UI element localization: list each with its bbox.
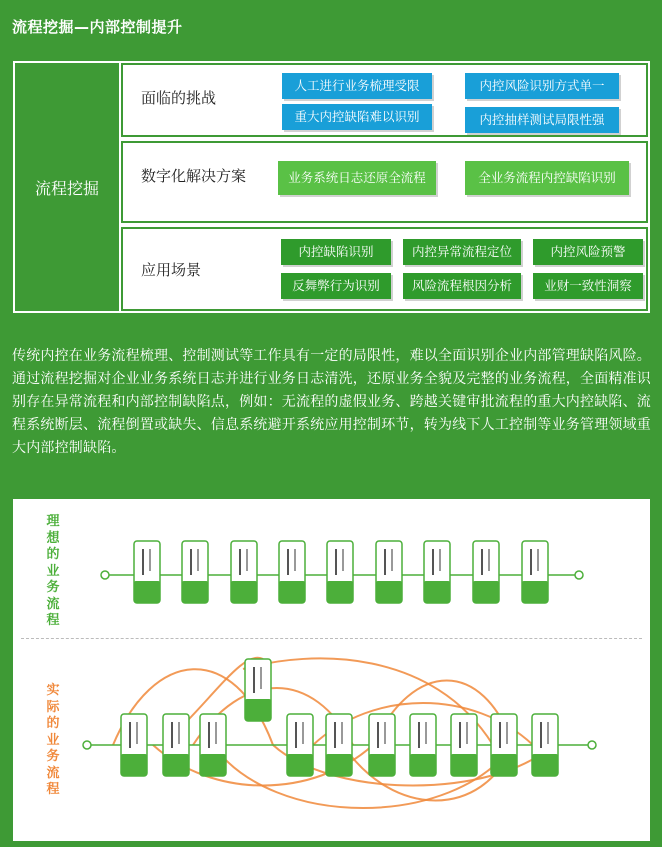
chip-scenario-2: 内控异常流程定位 [403, 239, 521, 265]
row-label-challenges: 面临的挑战 [141, 89, 217, 107]
actual-node-extra-badge [245, 699, 271, 721]
framework-left-label: 流程挖掘 [15, 63, 119, 311]
framework-row-scenarios [121, 227, 648, 311]
ideal-process-label: 理想的业务流程 [46, 514, 60, 628]
chip-solution-2: 全业务流程内控缺陷识别 [465, 161, 629, 195]
ideal-node-3-badge [231, 581, 257, 603]
ideal-node-7-badge [424, 581, 450, 603]
framework-row-solutions [121, 141, 648, 223]
description-paragraph: 传统内控在业务流程梳理、控制测试等工作具有一定的局限性，难以全面识别企业内部管理缺陷风险。通过流程挖掘对企业业务系统日志并进行业务日志清洗，还原业务全貌及完整的业务流程，全面精准识别存在异常流程和内部控制缺陷点，例如：无流程的虚假业务、跨越关键审批流程的重大内控缺陷、流程系统断层、流程倒置或缺失、信息系统避开系统应用控制环节，转为线下人工控制等业务管理领域重大内部控制缺陷。 [12, 348, 651, 456]
actual-node-10-badge [532, 754, 558, 776]
ideal-node-5-badge [327, 581, 353, 603]
actual-start-point [83, 741, 91, 749]
chip-challenge-4: 内控抽样测试局限性强 [465, 107, 619, 133]
process-mining-framework [13, 61, 650, 313]
ideal-node-1-badge [134, 581, 160, 603]
chip-scenario-4: 反舞弊行为识别 [281, 273, 391, 299]
actual-node-4-badge [287, 754, 313, 776]
chip-challenge-3: 重大内控缺陷难以识别 [282, 104, 432, 130]
actual-node-9-badge [491, 754, 517, 776]
actual-node-8-badge [451, 754, 477, 776]
row-label-scenarios: 应用场景 [141, 261, 202, 279]
actual-process-label: 实际的业务流程 [46, 683, 60, 797]
chip-scenario-3: 内控风险预警 [533, 239, 643, 265]
ideal-node-6-badge [376, 581, 402, 603]
framework-row-challenges [121, 63, 648, 137]
ideal-node-8-badge [473, 581, 499, 603]
chip-scenario-6: 业财一致性洞察 [533, 273, 643, 299]
chip-scenario-1: 内控缺陷识别 [281, 239, 391, 265]
chip-challenge-1: 人工进行业务梳理受限 [282, 73, 432, 99]
actual-node-1-badge [121, 754, 147, 776]
actual-end-point [588, 741, 596, 749]
ideal-start-point [101, 571, 109, 579]
actual-node-7-badge [410, 754, 436, 776]
actual-node-3-badge [200, 754, 226, 776]
actual-node-6-badge [369, 754, 395, 776]
chip-scenario-5: 风险流程根因分析 [403, 273, 521, 299]
ideal-node-4-badge [279, 581, 305, 603]
chip-solution-1: 业务系统日志还原全流程 [278, 161, 436, 195]
page-title: 流程挖掘—内部控制提升 [12, 18, 183, 36]
ideal-end-point [575, 571, 583, 579]
ideal-node-2-badge [182, 581, 208, 603]
actual-node-5-badge [326, 754, 352, 776]
ideal-node-9-badge [522, 581, 548, 603]
actual-node-2-badge [163, 754, 189, 776]
row-label-solutions: 数字化解决方案 [141, 167, 247, 185]
flow-diagram-svg [13, 499, 650, 841]
chip-challenge-2: 内控风险识别方式单一 [465, 73, 619, 99]
process-flow-comparison [13, 499, 650, 841]
